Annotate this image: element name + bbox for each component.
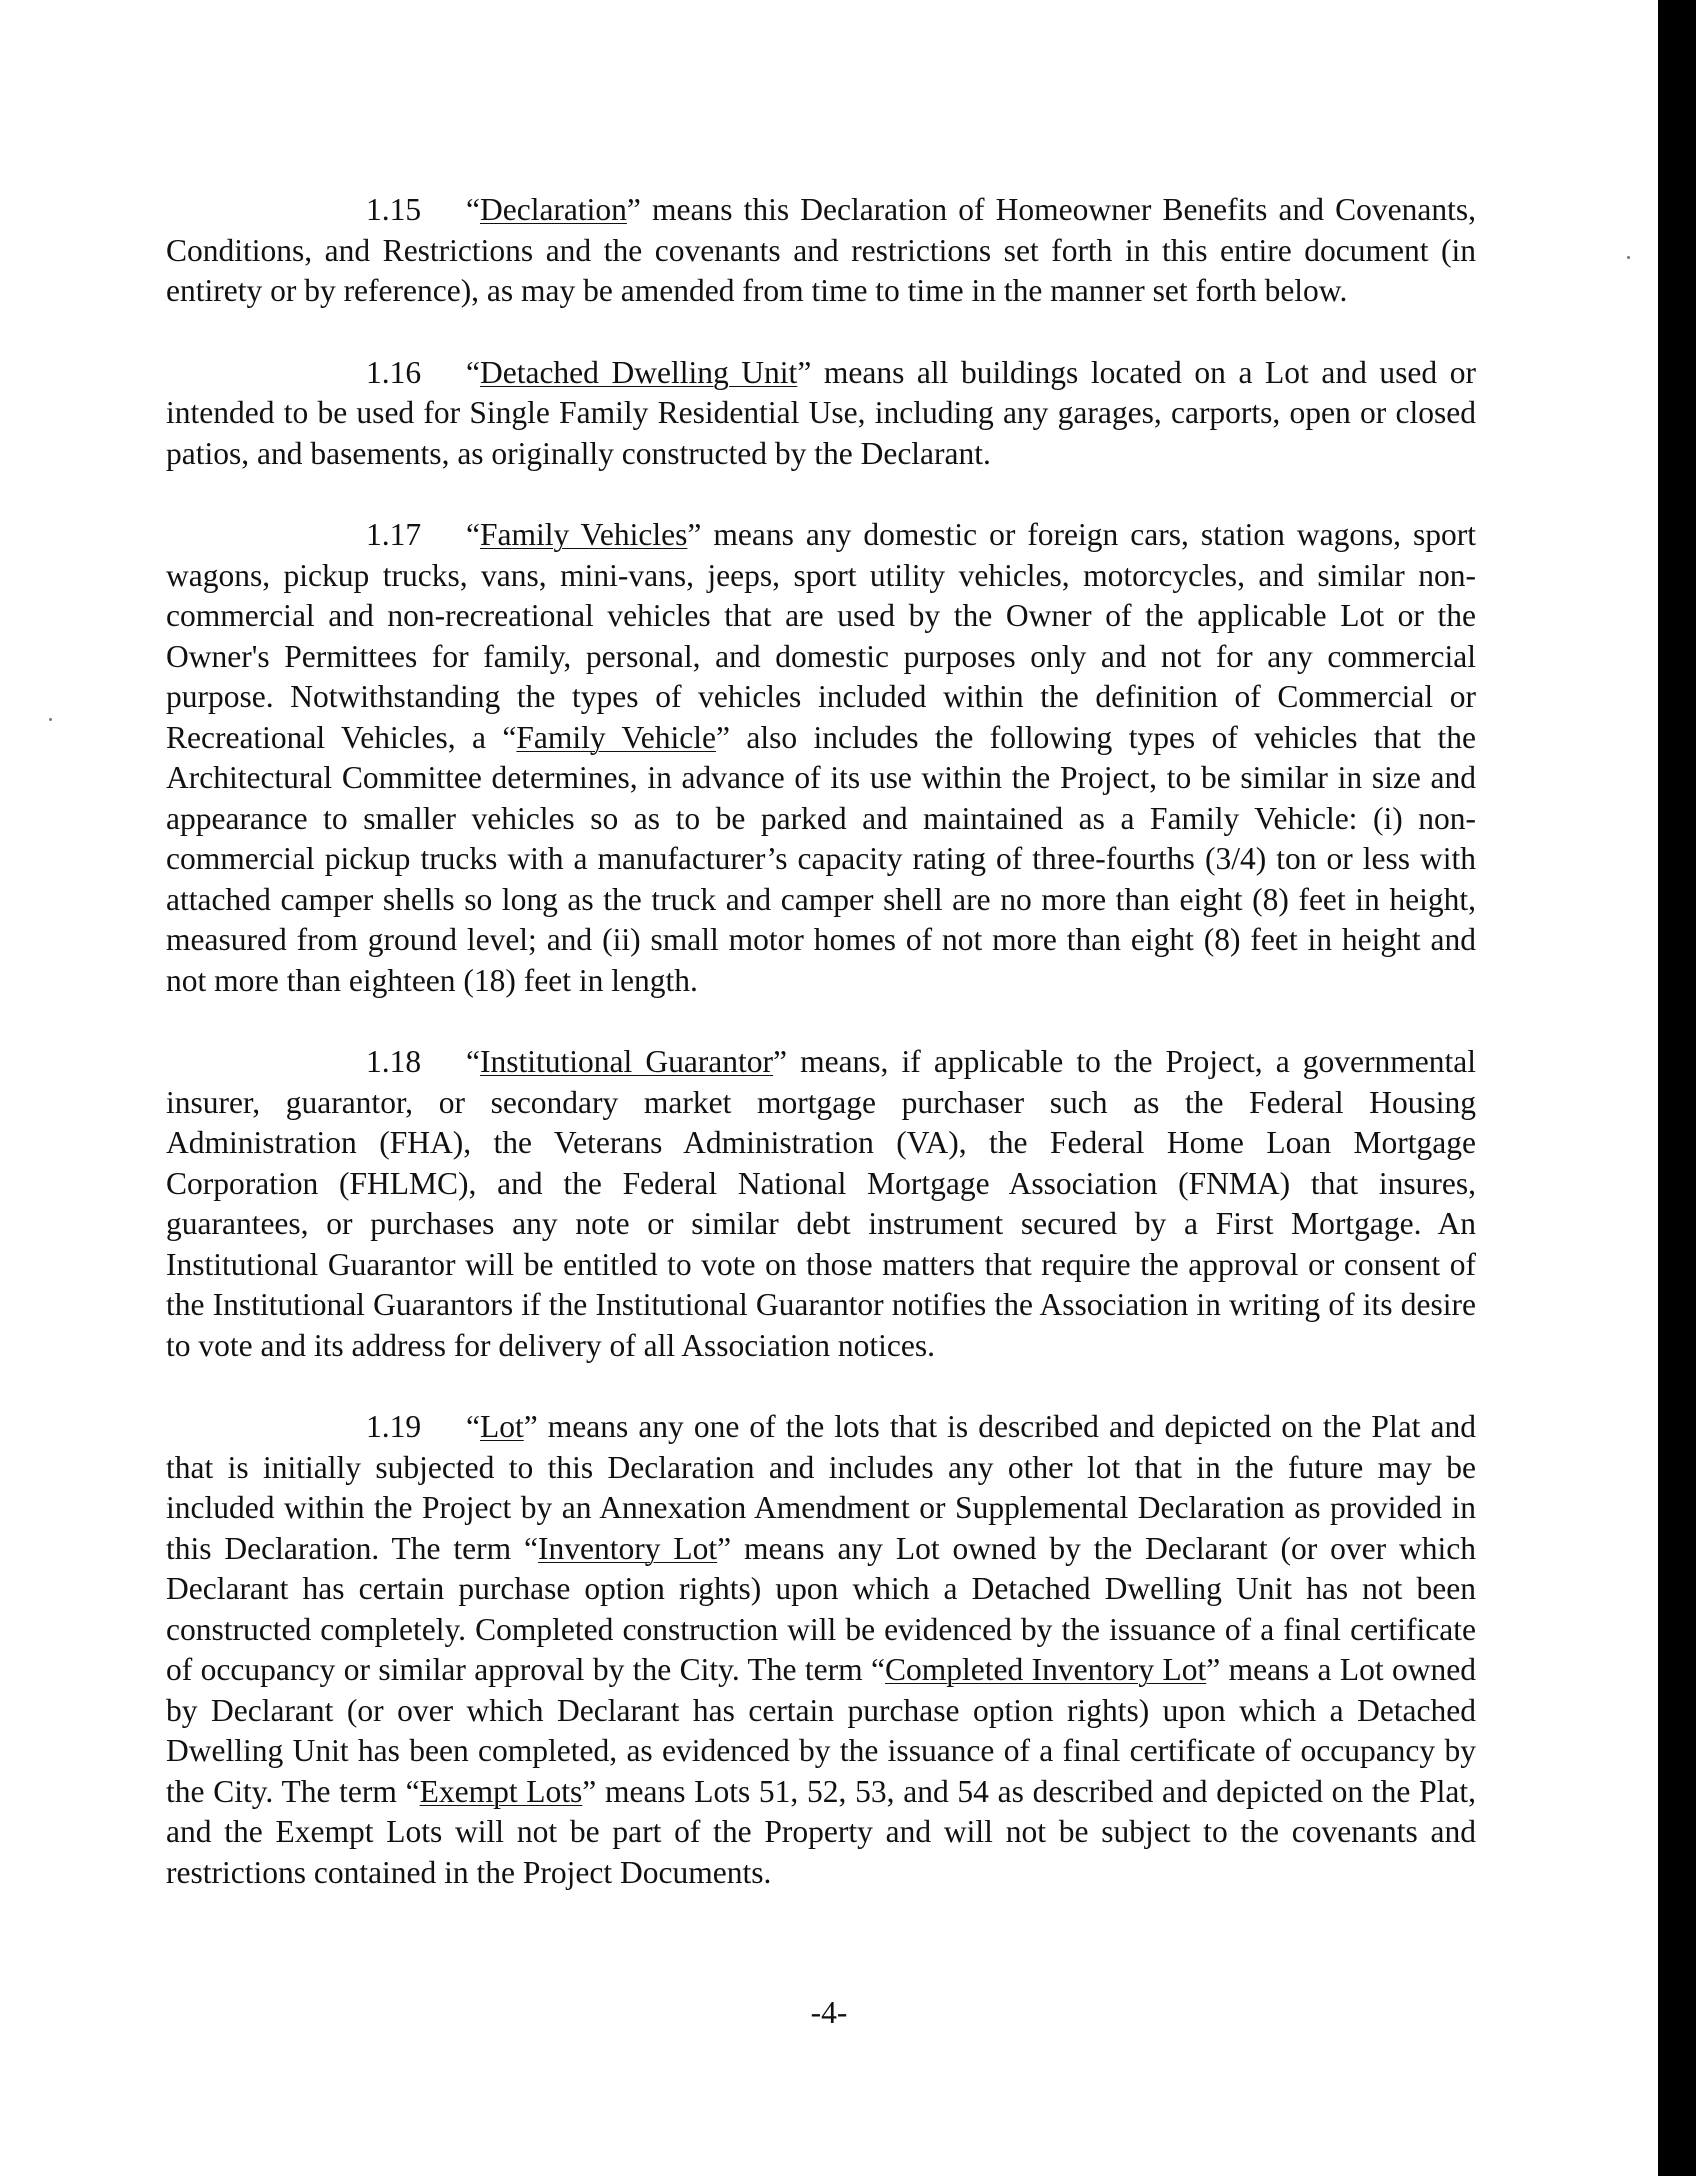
defined-term: Lot [479, 1409, 524, 1444]
section-number: 1.15 [366, 192, 422, 227]
text-run: ” means this Declaration of Homeowner Benefits and Covenants, Conditions, and Restrictions and the covenants and restrictions set forth in this entire document (in entirety or by reference), as may be amended from time to time in the manner set forth below. [166, 192, 1476, 308]
scan-speck [1627, 256, 1630, 259]
document-body [166, 190, 1476, 1934]
section-1-15 [166, 190, 1476, 312]
scan-edge-shadow [1658, 0, 1696, 2176]
page-number: -4- [810, 1995, 848, 2030]
defined-term: Family Vehicles [479, 517, 688, 552]
section-text [166, 517, 1476, 998]
text-run: ” means a Lot owned by Declarant (or over which Declarant has certain purchase option rights) upon which a Detached Dwelling Unit has been completed, as evidenced by the issuance of a final certificate of occupancy by the City. The term “ [166, 1652, 1476, 1809]
text-run: ” means any domestic or foreign cars, station wagons, sport wagons, pickup trucks, vans, mini-vans, jeeps, sport utility vehicles, motorcycles, and similar non-commercial and non-recreational vehicles that are used by the Owner of the applicable Lot or the Owner's Permittees for family, personal, and domestic purposes only and not for any commercial purpose. Notwithstanding the types of vehicles included within the definition of Commercial or Recreational Vehicles, a “ [166, 517, 1476, 755]
text-run: “ [466, 1409, 480, 1444]
defined-term: Inventory Lot [538, 1530, 718, 1566]
section-text [166, 355, 1476, 471]
section-text [166, 1409, 1476, 1890]
section-1-18 [166, 1042, 1476, 1366]
defined-term: Exempt Lots [419, 1773, 583, 1809]
section-1-19 [166, 1407, 1476, 1893]
section-text [166, 192, 1476, 308]
section-number: 1.17 [366, 517, 422, 552]
text-run: “ [466, 517, 480, 552]
defined-term: Completed Inventory Lot [885, 1652, 1207, 1687]
defined-term: Declaration [479, 192, 627, 227]
section-text [166, 1044, 1476, 1363]
defined-term: Institutional Guarantor [479, 1044, 774, 1079]
text-run: ” means all buildings located on a Lot and used or intended to be used for Single Family Residential Use, including any garages, carports, open or closed patios, and basements, as originally constructed by the Declarant. [166, 354, 1476, 471]
section-number: 1.19 [366, 1409, 422, 1444]
section-1-16 [166, 353, 1476, 475]
section-number: 1.16 [366, 354, 422, 390]
section-number: 1.18 [366, 1044, 422, 1079]
text-run: “ [466, 1044, 480, 1079]
scan-speck [49, 718, 52, 721]
text-run: “ [466, 192, 480, 227]
defined-term: Detached Dwelling Unit [479, 354, 798, 390]
defined-term: Family Vehicle [516, 719, 716, 755]
text-run: ” means any Lot owned by the Declarant (or over which Declarant has certain purchase option rights) upon which a Detached Dwelling Unit has not been constructed completely. Completed construction will be evidenced by the issuance of a final certificate of occupancy or similar approval by the City. The term “ [166, 1530, 1476, 1687]
text-run: ” means any one of the lots that is described and depicted on the Plat and that is initially subjected to this Declaration and includes any other lot that in the future may be included within the Project by an Annexation Amendment or Supplemental Declaration as provided in this Declaration. The term “ [166, 1409, 1476, 1566]
text-run: ” also includes the following types of vehicles that the Architectural Committee determines, in advance of its use within the Project, to be similar in size and appearance to smaller vehicles so as to be parked and maintained as a Family Vehicle: (i) non-commercial pickup trucks with a manufacturer’s capacity rating of three-fourths (3/4) ton or less with attached camper shells so long as the truck and camper shell are no more than eight (8) feet in height, measured from ground level; and (ii) small motor homes of not more than eight (8) feet in height and not more than eighteen (18) feet in length. [166, 719, 1477, 998]
text-run: ” means Lots 51, 52, 53, and 54 as described and depicted on the Plat, and the Exempt Lots will not be part of the Property and will not be subject to the covenants and restrictions contained in the Project Documents. [166, 1773, 1476, 1890]
section-1-17 [166, 515, 1476, 1001]
text-run: “ [466, 354, 480, 390]
text-run: ” means, if applicable to the Project, a governmental insurer, guarantor, or secondary market mortgage purchaser such as the Federal Housing Administration (FHA), the Veterans Administration (VA), the Federal Home Loan Mortgage Corporation (FHLMC), and the Federal National Mortgage Association (FNMA) that insures, guarantees, or purchases any note or similar debt instrument secured by a First Mortgage. An Institutional Guarantor will be entitled to vote on those matters that require the approval or consent of the Institutional Guarantors if the Institutional Guarantor notifies the Association in writing of its desire to vote and its address for delivery of all Association notices. [166, 1044, 1476, 1363]
